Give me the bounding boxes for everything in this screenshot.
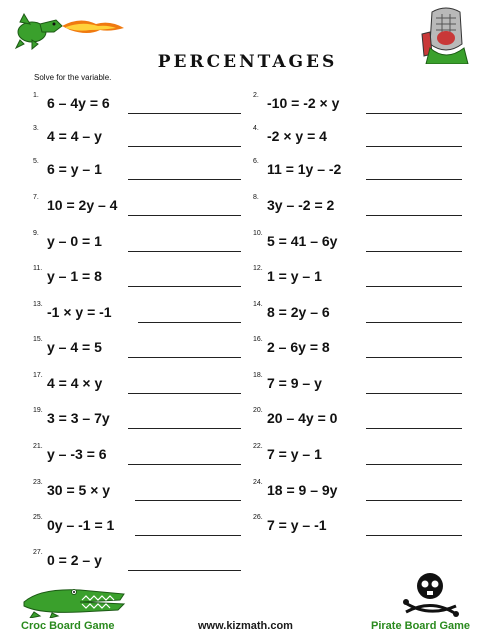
problem-equation: 11 = 1y – -2 [267,161,342,177]
problem-item [33,479,243,501]
problem-equation: 2 – 6y = 8 [267,339,330,355]
answer-line[interactable] [366,357,462,358]
answer-line[interactable] [128,179,241,180]
problem-item [33,514,243,536]
problem-equation: 8 = 2y – 6 [267,304,330,320]
problem-item [33,301,243,323]
problem-number: 20. [253,407,263,414]
problem-number: 8. [253,194,259,201]
problem-number: 27. [33,549,43,556]
answer-line[interactable] [366,500,462,501]
problem-number: 10. [253,230,263,237]
problem-equation: -2 × y = 4 [267,128,327,144]
answer-line[interactable] [366,322,462,323]
answer-line[interactable] [128,570,241,571]
problem-number: 6. [253,158,259,165]
problem-item [253,125,463,147]
problem-equation: 3 = 3 – 7y [47,410,110,426]
problem-item [33,158,243,180]
problem-item [253,301,463,323]
answer-line[interactable] [135,535,241,536]
problem-number: 16. [253,336,263,343]
problem-number: 17. [33,372,43,379]
problem-equation: 10 = 2y – 4 [47,197,118,213]
page-title: PERCENTAGES [157,52,338,72]
problem-number: 2. [253,92,259,99]
problem-number: 26. [253,514,263,521]
instructions-text: Solve for the variable. [34,73,112,82]
problem-number: 18. [253,372,263,379]
problem-number: 4. [253,125,259,132]
problem-item [33,230,243,252]
problem-item [253,265,463,287]
problem-item [253,407,463,429]
answer-line[interactable] [128,286,241,287]
problem-item [253,514,463,536]
problem-equation: 18 = 9 – 9y [267,482,338,498]
problem-number: 24. [253,479,263,486]
problem-equation: 7 = y – 1 [267,446,322,462]
problem-equation: 1 = y – 1 [267,268,322,284]
problem-equation: y – -3 = 6 [47,446,107,462]
problem-item [33,372,243,394]
problem-item [33,443,243,465]
answer-line[interactable] [366,464,462,465]
problem-number: 11. [33,265,43,272]
problem-number: 13. [33,301,43,308]
problem-number: 14. [253,301,263,308]
crocodile-icon [20,578,130,618]
answer-line[interactable] [128,428,241,429]
problem-number: 3. [33,125,39,132]
problem-equation: 5 = 41 – 6y [267,233,338,249]
answer-line[interactable] [128,215,241,216]
problem-equation: 7 = 9 – y [267,375,322,391]
answer-line[interactable] [366,428,462,429]
website-link[interactable]: www.kizmath.com [198,620,293,632]
problem-equation: y – 1 = 8 [47,268,102,284]
problem-equation: 0y – -1 = 1 [47,517,115,533]
croc-board-game-link[interactable]: Croc Board Game [21,620,115,632]
problem-equation: 4 = 4 – y [47,128,102,144]
answer-line[interactable] [128,464,241,465]
problem-item [253,443,463,465]
problem-item [33,549,243,571]
problem-number: 22. [253,443,263,450]
problem-item [33,407,243,429]
answer-line[interactable] [135,500,241,501]
answer-line[interactable] [128,393,241,394]
problem-equation: 4 = 4 × y [47,375,103,391]
answer-line[interactable] [366,251,462,252]
problem-item [33,265,243,287]
answer-line[interactable] [366,393,462,394]
problem-equation: 3y – -2 = 2 [267,197,335,213]
problem-number: 5. [33,158,39,165]
answer-line[interactable] [366,535,462,536]
problem-equation: y – 0 = 1 [47,233,102,249]
problem-number: 12. [253,265,263,272]
problem-equation: 7 = y – -1 [267,517,327,533]
answer-line[interactable] [128,357,241,358]
problem-number: 1. [33,92,39,99]
answer-line[interactable] [366,113,462,114]
problem-item [33,194,243,216]
problem-number: 7. [33,194,39,201]
problem-number: 25. [33,514,43,521]
answer-line[interactable] [366,179,462,180]
problem-item [253,92,463,114]
problem-number: 21. [33,443,43,450]
problem-equation: -1 × y = -1 [47,304,112,320]
problem-item [253,158,463,180]
problem-number: 15. [33,336,43,343]
answer-line[interactable] [128,146,241,147]
problem-item [253,372,463,394]
problem-item [253,336,463,358]
problem-equation: 20 – 4y = 0 [267,410,338,426]
answer-line[interactable] [366,146,462,147]
answer-line[interactable] [128,251,241,252]
answer-line[interactable] [138,322,241,323]
problem-item [33,336,243,358]
problem-equation: 6 – 4y = 6 [47,95,110,111]
problem-equation: 0 = 2 – y [47,552,102,568]
problem-number: 19. [33,407,43,414]
answer-line[interactable] [128,113,241,114]
problem-equation: -10 = -2 × y [267,95,340,111]
dragon-icon [10,6,130,50]
answer-line[interactable] [366,215,462,216]
problem-equation: 6 = y – 1 [47,161,102,177]
problem-item [253,230,463,252]
problem-equation: 30 = 5 × y [47,482,111,498]
problem-item [253,479,463,501]
answer-line[interactable] [366,286,462,287]
pirate-skull-icon [398,568,462,618]
problem-number: 23. [33,479,43,486]
problem-item [33,92,243,114]
problem-equation: y – 4 = 5 [47,339,102,355]
pirate-board-game-link[interactable]: Pirate Board Game [371,620,471,632]
problem-number: 9. [33,230,39,237]
problem-item [33,125,243,147]
problem-item [253,194,463,216]
